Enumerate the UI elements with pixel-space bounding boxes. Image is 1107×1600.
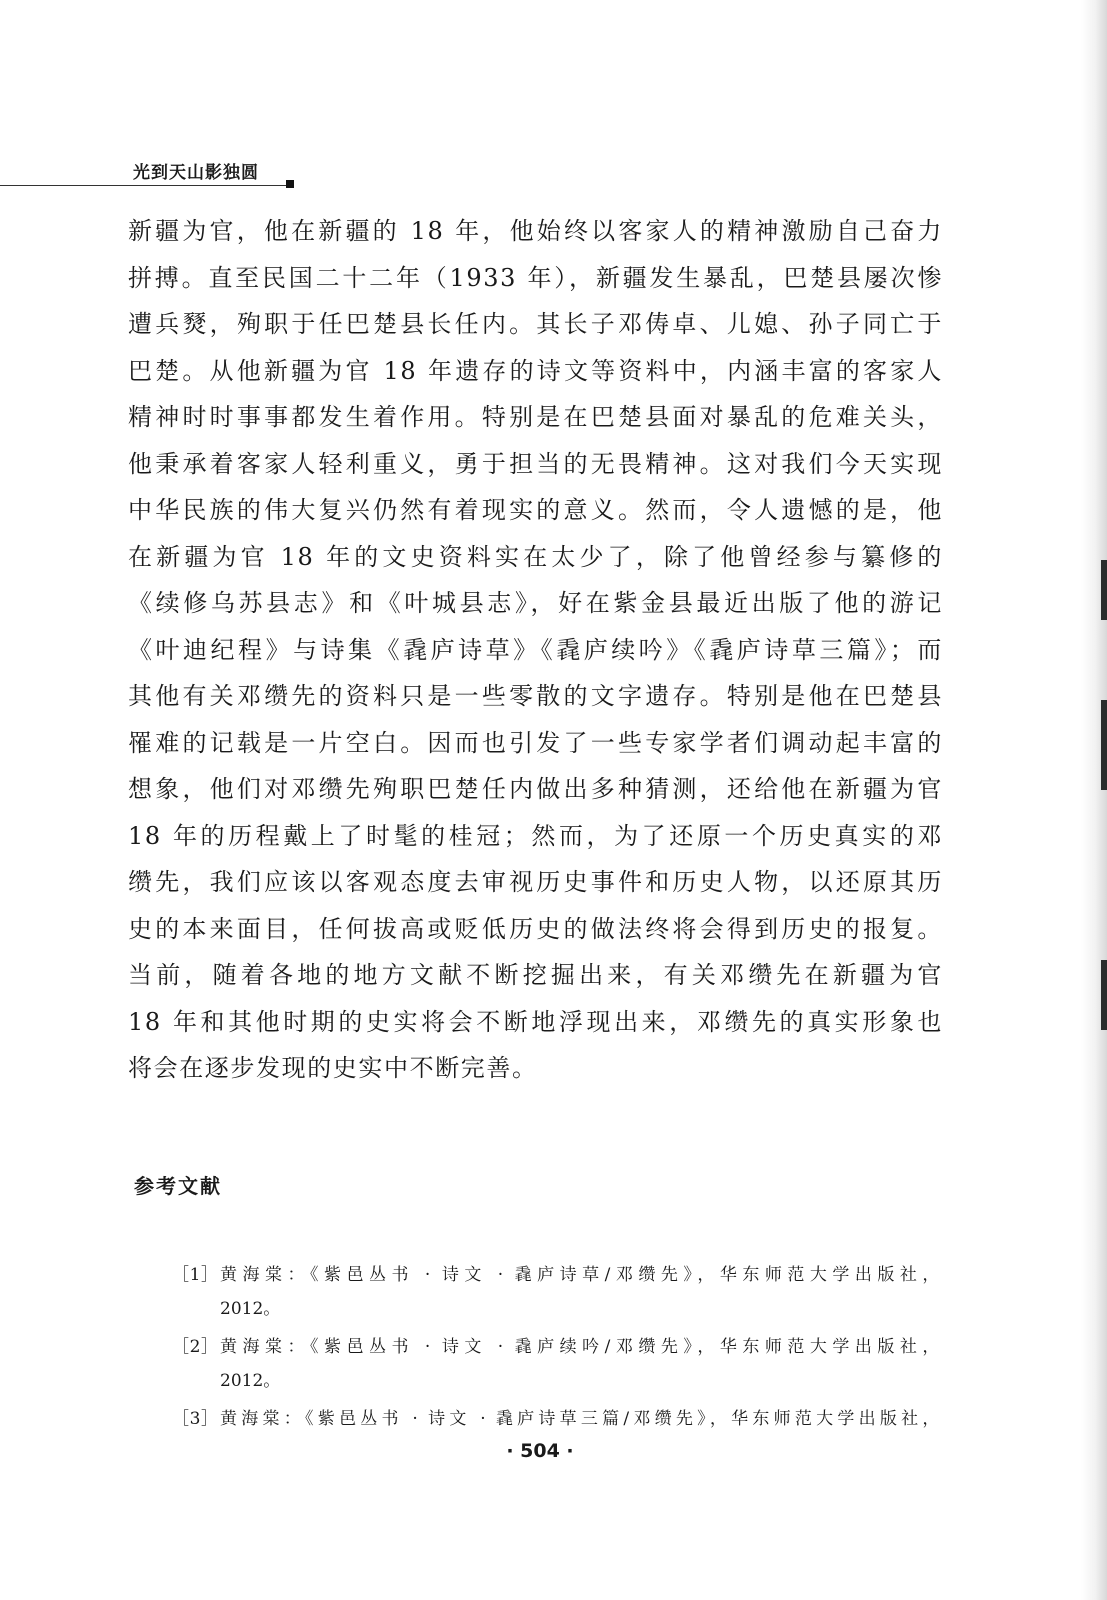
body-line: 当前，随着各地的地方文献不断挖掘出来，有关邓缵先在新疆为官: [128, 961, 943, 989]
references-title: 参考文献: [134, 1174, 222, 1198]
page-number: · 504 ·: [506, 1440, 574, 1462]
reference-text: 黄海棠：《紫邑丛书 · 诗文 · 毳庐诗草/邓缵先》，华东师范大学出版社，: [220, 1265, 940, 1285]
body-text: [128, 208, 943, 1092]
references-list: [172, 1258, 944, 1440]
page-edge-mark: [1101, 560, 1107, 620]
running-head-title: 光到天山影独圆: [133, 163, 259, 183]
running-head-rule: [0, 185, 290, 186]
running-head-square: [286, 180, 294, 188]
page-edge-shadow: [1081, 0, 1107, 1600]
body-line: 罹难的记载是一片空白。因而也引发了一些专家学者们调动起丰富的: [128, 728, 943, 757]
reference-number: ［2］: [172, 1337, 219, 1357]
page-edge-mark: [1101, 700, 1107, 790]
body-line: 18 年和其他时期的史实将会不断地浮现出来，邓缵先的真实形象也: [128, 1007, 943, 1036]
body-line: 18 年的历程戴上了时髦的桂冠；然而，为了还原一个历史真实的邓: [128, 821, 943, 850]
body-line: 精神时时事事都发生着作用。特别是在巴楚县面对暴乱的危难关头，: [128, 403, 943, 431]
body-line: 中华民族的伟大复兴仍然有着现实的意义。然而，令人遗憾的是，他: [128, 496, 943, 524]
reference-item: [172, 1330, 944, 1398]
reference-line: [172, 1402, 944, 1436]
reference-item: [172, 1402, 944, 1436]
body-line: 拼搏。直至民国二十二年（1933 年），新疆发生暴乱，巴楚县屡次惨: [128, 263, 943, 292]
reference-continuation: 2012。: [220, 1299, 281, 1319]
body-line: 他秉承着客家人轻利重义，勇于担当的无畏精神。这对我们今天实现: [128, 449, 943, 478]
body-line: 巴楚。从他新疆为官 18 年遗存的诗文等资料中，内涵丰富的客家人: [128, 356, 943, 385]
reference-text: 黄海棠：《紫邑丛书 · 诗文 · 毳庐续吟/邓缵先》，华东师范大学出版社，: [220, 1337, 940, 1357]
body-line: 遭兵燹，殉职于任巴楚县长任内。其长子邓俦卓、儿媳、孙子同亡于: [128, 310, 943, 338]
reference-number: ［1］: [172, 1265, 219, 1285]
body-line: 将会在逐步发现的史实中不断完善。: [128, 1054, 538, 1082]
reference-line: [172, 1258, 944, 1292]
body-line: 想象，他们对邓缵先殉职巴楚任内做出多种猜测，还给他在新疆为官: [128, 775, 943, 803]
reference-continuation: 2012。: [220, 1371, 281, 1391]
body-line: 史的本来面目，任何拔高或贬低历史的做法终将会得到历史的报复。: [128, 914, 943, 943]
reference-item: [172, 1258, 944, 1326]
body-line: 《叶迪纪程》与诗集《毳庐诗草》《毳庐续吟》《毳庐诗草三篇》；而: [128, 635, 943, 664]
body-line: 新疆为官，他在新疆的 18 年，他始终以客家人的精神激励自己奋力: [128, 217, 943, 245]
body-line: 其他有关邓缵先的资料只是一些零散的文字遗存。特别是他在巴楚县: [128, 682, 943, 710]
page-edge-mark: [1101, 960, 1107, 1030]
body-line: 《续修乌苏县志》和《叶城县志》，好在紫金县最近出版了他的游记: [128, 589, 943, 617]
body-line: 在新疆为官 18 年的文史资料实在太少了，除了他曾经参与纂修的: [128, 542, 943, 571]
reference-text: 黄海棠：《紫邑丛书 · 诗文 · 毳庐诗草三篇/邓缵先》，华东师范大学出版社，: [220, 1409, 940, 1429]
reference-line: [172, 1330, 944, 1364]
reference-number: ［3］: [172, 1409, 219, 1429]
body-line: 缵先，我们应该以客观态度去审视历史事件和历史人物，以还原其历: [128, 868, 943, 896]
